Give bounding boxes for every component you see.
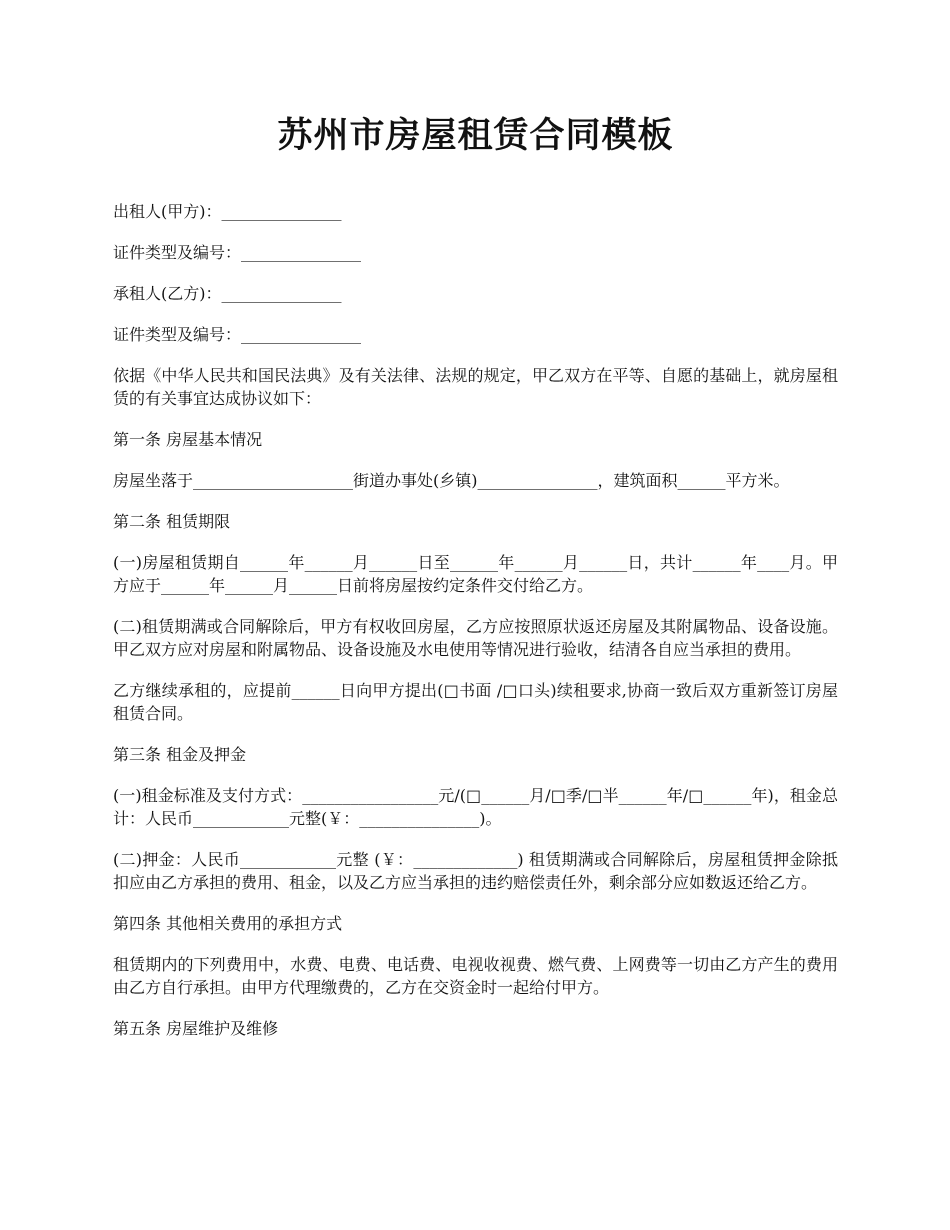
article-3-heading: 第三条 租金及押金 — [113, 745, 247, 764]
article-2-heading: 第二条 租赁期限 — [113, 512, 231, 531]
lessee-id-line: 证件类型及编号：_______________ — [113, 325, 362, 344]
article-5-heading: 第五条 房屋维护及维修 — [113, 1019, 279, 1038]
lessor-line: 出租人(甲方)：_______________ — [113, 202, 342, 221]
article-3-clause-1: (一)租金标准及支付方式：_________________元/(□______月/□季/□半______年/□______年)，租金总计：人民币____________元整(￥：_______________)。 — [113, 786, 838, 828]
article-1-heading: 第一条 房屋基本情况 — [113, 430, 263, 449]
article-4-body: 租赁期内的下列费用中，水费、电费、电话费、电视收视费、燃气费、上网费等一切由乙方产生的费用由乙方自行承担。由甲方代理缴费的，乙方在交资金时一起给付甲方。 — [113, 955, 838, 997]
article-3-clause-2: (二)押金：人民币____________元整 (￥：_____________) 租赁期满或合同解除后，房屋租赁押金除抵扣应由乙方承担的费用、租金，以及乙方应当承担的违约赔偿责任外，剩余部分应如数返还给乙方。 — [113, 850, 838, 892]
article-1-body: 房屋坐落于____________________街道办事处(乡镇)_______________，建筑面积______平方米。 — [113, 471, 790, 490]
article-2-renewal: 乙方继续承租的，应提前______日向甲方提出(□书面 /□口头)续租要求,协商一致后双方重新签订房屋租赁合同。 — [113, 681, 838, 723]
lessee-line: 承租人(乙方)：_______________ — [113, 284, 342, 303]
article-2-clause-1: (一)房屋租赁期自______年______月______日至______年______月______日，共计______年____月。甲方应于______年______月______日前将房屋按约定条件交付给乙方。 — [113, 553, 838, 595]
document-title: 苏州市房屋租赁合同模板 — [277, 116, 674, 156]
preamble-paragraph: 依据《中华人民共和国民法典》及有关法律、法规的规定，甲乙双方在平等、自愿的基础上，就房屋租赁的有关事宜达成协议如下： — [113, 366, 838, 408]
lessor-id-line: 证件类型及编号：_______________ — [113, 243, 362, 262]
article-4-heading: 第四条 其他相关费用的承担方式 — [113, 914, 343, 933]
article-2-clause-2: (二)租赁期满或合同解除后，甲方有权收回房屋，乙方应按照原状返还房屋及其附属物品、设备设施。甲乙双方应对房屋和附属物品、设备设施及水电使用等情况进行验收，结清各自应当承担的费用。 — [113, 617, 838, 659]
